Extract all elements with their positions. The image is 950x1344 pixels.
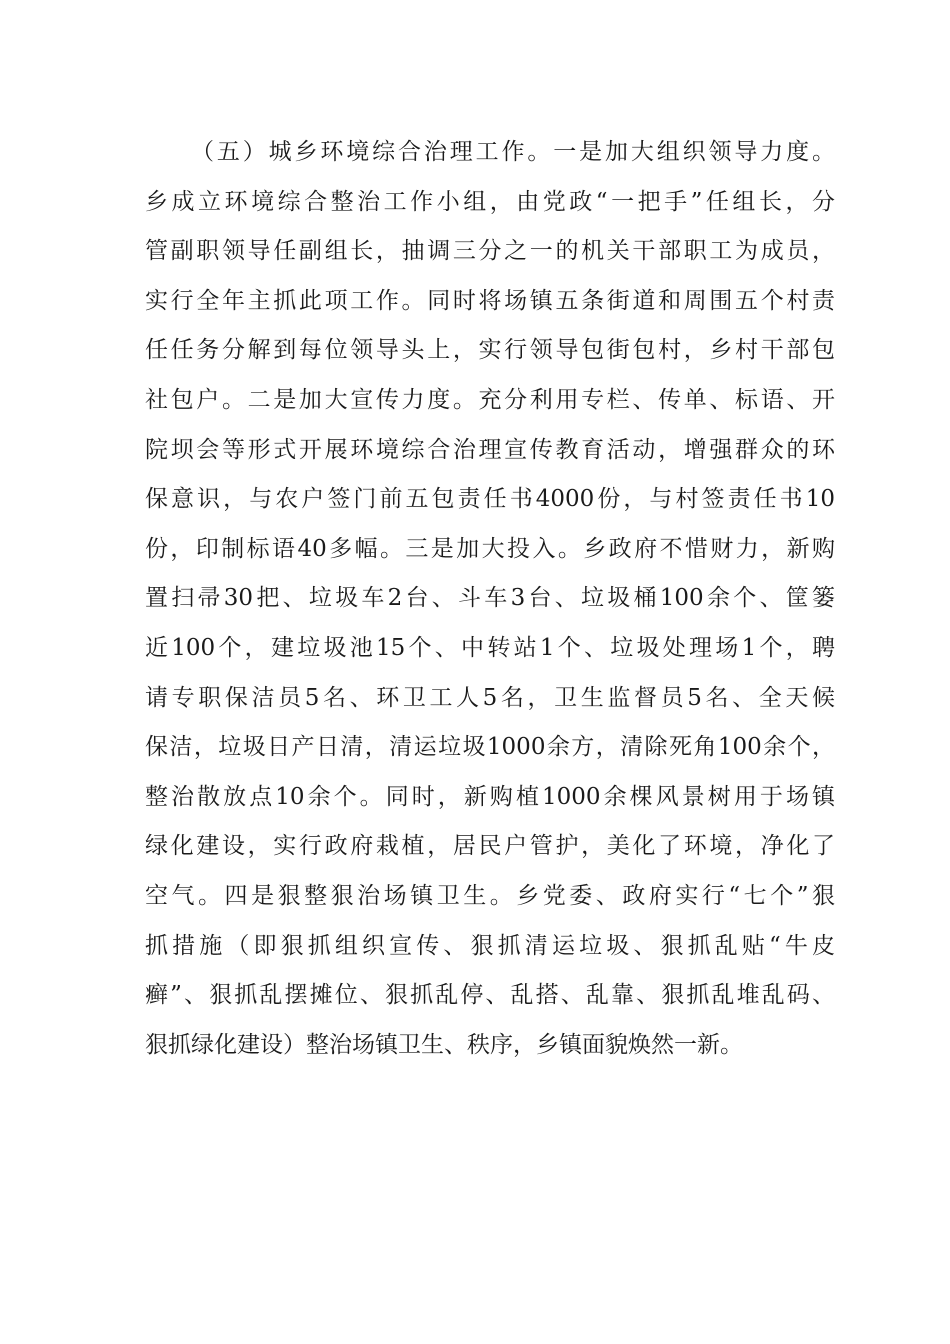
paragraph-line-16: 空气。四是狠整狠治场镇卫生。乡党委、政府实行“七个”狠	[145, 882, 835, 909]
paragraph-line-17: 抓措施（即狠抓组织宣传、狠抓清运垃圾、狠抓乱贴“牛皮	[145, 932, 835, 959]
paragraph-line-6: 社包户。二是加大宣传力度。充分利用专栏、传单、标语、开	[145, 386, 835, 413]
paragraph-line-18: 癣”、狠抓乱摆摊位、狠抓乱停、乱搭、乱靠、狠抓乱堆乱码、	[145, 982, 835, 1009]
paragraph-line-19: 狠抓绿化建设）整治场镇卫生、秩序，乡镇面貌焕然一新。	[145, 1031, 743, 1058]
paragraph-line-8: 保意识，与农户签门前五包责任书4000份，与村签责任书10	[145, 486, 835, 513]
paragraph-line-5: 任任务分解到每位领导头上，实行领导包街包村，乡村干部包	[145, 337, 835, 364]
paragraph-line-3: 管副职领导任副组长，抽调三分之一的机关干部职工为成员，	[145, 238, 835, 265]
paragraph-line-13: 保洁，垃圾日产日清，清运垃圾1000余方，清除死角100余个，	[145, 734, 835, 761]
paragraph-line-9: 份，印制标语40多幅。三是加大投入。乡政府不惜财力，新购	[145, 535, 835, 562]
paragraph-line-11: 近100个，建垃圾池15个、中转站1个、垃圾处理场1个，聘	[145, 634, 835, 661]
paragraph-line-14: 整治散放点10余个。同时，新购植1000余棵风景树用于场镇	[145, 783, 835, 810]
paragraph-line-1: （五）城乡环境综合治理工作。一是加大组织领导力度。	[191, 139, 835, 165]
paragraph-line-12: 请专职保洁员5名、环卫工人5名，卫生监督员5名、全天候	[145, 684, 835, 711]
paragraph-line-7: 院坝会等形式开展环境综合治理宣传教育活动，增强群众的环	[145, 436, 835, 463]
paragraph-line-10: 置扫帚30把、垃圾车2台、斗车3台、垃圾桶100余个、筐篓	[145, 585, 835, 612]
paragraph-line-15: 绿化建设，实行政府栽植，居民户管护，美化了环境，净化了	[145, 833, 835, 860]
paragraph-line-2: 乡成立环境综合整治工作小组，由党政“一把手”任组长，分	[145, 188, 835, 215]
body-paragraph	[145, 128, 835, 1070]
paragraph-line-4: 实行全年主抓此项工作。同时将场镇五条街道和周围五个村责	[145, 287, 835, 314]
